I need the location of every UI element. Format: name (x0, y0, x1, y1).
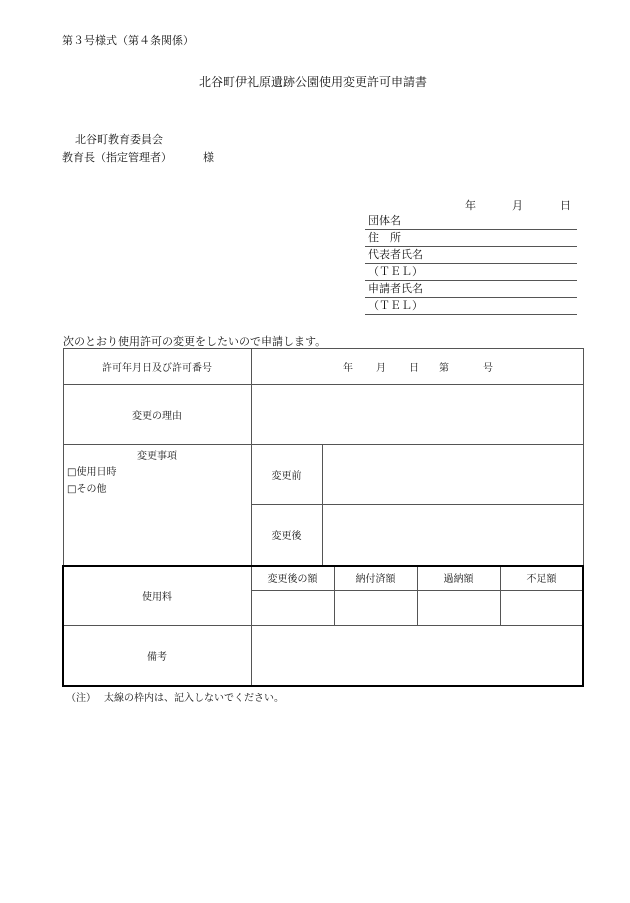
date-year: 年 (465, 199, 476, 212)
intro-text: 次のとおり使用許可の変更をしたいので申請します。 (63, 335, 327, 348)
date-day: 日 (560, 199, 571, 212)
page-title: 北谷町伊礼原遺跡公園使用変更許可申請書 (199, 75, 428, 89)
note-prefix: （注） (66, 693, 96, 704)
addressee-honorific: 様 (203, 151, 214, 164)
after-input[interactable] (322, 504, 583, 565)
permit-label: 許可年月日及び許可番号 (102, 362, 212, 374)
permit-go: 号 (483, 362, 493, 374)
fee-header-overpaid: 過納額 (443, 574, 474, 585)
fee-label: 使用料 (142, 591, 172, 603)
addressee-line2: 教育長（指定管理者） (62, 151, 172, 164)
representative-tel-field[interactable]: （ＴＥＬ） (365, 264, 577, 281)
applicant-name-field[interactable]: 申請者氏名 (365, 281, 577, 298)
permit-dai: 第 (439, 362, 449, 374)
note-text: 太線の枠内は、記入しないでください。 (104, 693, 284, 704)
permit-day: 日 (409, 362, 419, 374)
addressee-line1: 北谷町教育委員会 (75, 133, 163, 146)
before-label: 変更前 (271, 470, 302, 482)
reason-input[interactable] (251, 384, 583, 444)
fee-header-shortage: 不足額 (526, 574, 557, 585)
applicant-tel-field[interactable]: （ＴＥＬ） (365, 298, 577, 315)
change-items-label: 変更事項 (137, 451, 177, 462)
permit-value-cell[interactable] (251, 348, 583, 384)
reason-label: 変更の理由 (132, 410, 182, 422)
permit-month: 月 (376, 362, 386, 374)
option-usage-datetime[interactable]: □使用日時 (67, 467, 117, 478)
date-month: 月 (512, 199, 523, 212)
remarks-input[interactable] (251, 625, 583, 686)
fee-header-paid: 納付済額 (355, 574, 396, 585)
address-field[interactable]: 住 所 (365, 230, 577, 247)
fee-header-after: 変更後の額 (267, 574, 318, 585)
group-name-field[interactable]: 団体名 (365, 213, 577, 230)
option-other[interactable]: □その他 (67, 484, 107, 495)
form-number: 第３号様式（第４条関係） (62, 34, 194, 47)
representative-name-field[interactable]: 代表者氏名 (365, 247, 577, 264)
remarks-label: 備考 (147, 652, 167, 663)
after-label: 変更後 (271, 531, 302, 542)
before-input[interactable] (322, 444, 583, 504)
permit-year: 年 (343, 362, 353, 374)
